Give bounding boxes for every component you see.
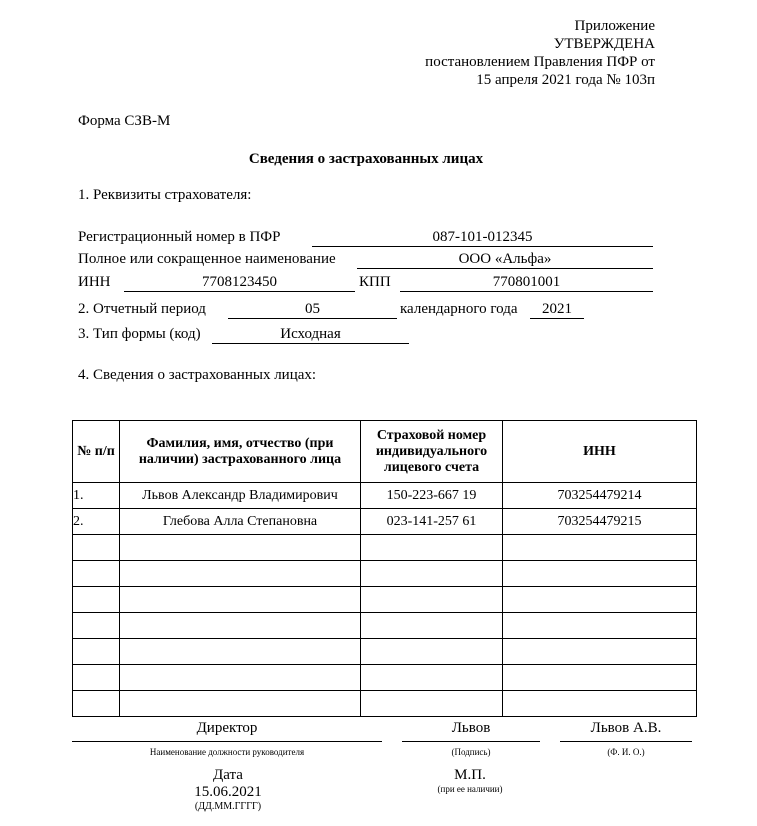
- header-date: 15 апреля 2021 года № 103п: [476, 72, 655, 88]
- table-row-empty: [73, 665, 697, 691]
- col-header-snils: Страховой номер индивидуального лицевого счета: [361, 421, 503, 483]
- position-value: Директор: [196, 720, 258, 736]
- org-name-value: ООО «Альфа»: [458, 251, 552, 267]
- signature-caption: (Подпись): [451, 747, 491, 757]
- table-header-row: [73, 421, 697, 483]
- fio-caption: (Ф. И. О.): [607, 747, 645, 757]
- reg-number-value: 087-101-012345: [432, 229, 533, 245]
- reg-number-underline: [312, 246, 653, 247]
- row-number: 2.: [73, 509, 120, 535]
- form-type-value: Исходная: [280, 326, 341, 342]
- table-row-empty: [73, 561, 697, 587]
- year-underline: [530, 318, 584, 319]
- period-value: 05: [305, 301, 320, 317]
- header-resolution: постановлением Правления ПФР от: [425, 54, 655, 70]
- section1-heading: 1. Реквизиты страхователя:: [78, 187, 252, 203]
- fio-value: Львов А.В.: [590, 720, 662, 736]
- col-header-number: № п/п: [73, 421, 120, 483]
- section4-heading: 4. Сведения о застрахованных лицах:: [78, 367, 317, 383]
- org-name-label: Полное или сокращенное наименование: [78, 251, 336, 267]
- period-label: 2. Отчетный период: [78, 301, 206, 317]
- table-row-empty: [73, 613, 697, 639]
- row-snils: 150-223-667 19: [361, 483, 503, 509]
- table-row-empty: [73, 639, 697, 665]
- org-name-underline: [357, 268, 653, 269]
- kpp-value: 770801001: [492, 274, 561, 290]
- inn-label: ИНН: [78, 274, 111, 290]
- stamp-caption: (при ее наличии): [437, 784, 503, 794]
- insured-persons-table: [72, 420, 697, 717]
- period-underline: [228, 318, 397, 319]
- row-number: 1.: [73, 483, 120, 509]
- inn-value: 7708123450: [202, 274, 277, 290]
- kpp-label: КПП: [359, 274, 391, 290]
- header-appendix: Приложение: [574, 18, 655, 34]
- reg-number-label: Регистрационный номер в ПФР: [78, 229, 281, 245]
- fio-underline: [560, 741, 692, 742]
- table-row-empty: [73, 691, 697, 717]
- signature-value: Львов: [451, 720, 491, 736]
- col-header-fio: Фамилия, имя, отчество (при наличии) застрахованного лица: [120, 421, 361, 483]
- date-value: 15.06.2021: [194, 784, 262, 800]
- table-row: [73, 509, 697, 535]
- stamp-label: М.П.: [454, 767, 486, 783]
- position-underline: [72, 741, 382, 742]
- position-caption: Наименование должности руководителя: [149, 747, 305, 757]
- header-approved: УТВЕРЖДЕНА: [553, 36, 655, 52]
- date-label: Дата: [213, 767, 243, 783]
- page-title: Сведения о застрахованных лицах: [248, 151, 484, 167]
- table-row: [73, 483, 697, 509]
- row-snils: 023-141-257 61: [361, 509, 503, 535]
- row-inn: 703254479214: [503, 483, 697, 509]
- date-format-caption: (ДД.ММ.ГГГГ): [194, 801, 262, 812]
- inn-underline: [124, 291, 355, 292]
- kpp-underline: [400, 291, 653, 292]
- col-header-inn: ИНН: [503, 421, 697, 483]
- year-label: календарного года: [400, 301, 518, 317]
- year-value: 2021: [542, 301, 572, 317]
- form-name: Форма СЗВ-М: [78, 113, 171, 129]
- table-row-empty: [73, 587, 697, 613]
- table-row-empty: [73, 535, 697, 561]
- row-fio: Львов Александр Владимирович: [120, 483, 361, 509]
- row-fio: Глебова Алла Степановна: [120, 509, 361, 535]
- form-type-label: 3. Тип формы (код): [78, 326, 201, 342]
- form-type-underline: [212, 343, 409, 344]
- signature-underline: [402, 741, 540, 742]
- row-inn: 703254479215: [503, 509, 697, 535]
